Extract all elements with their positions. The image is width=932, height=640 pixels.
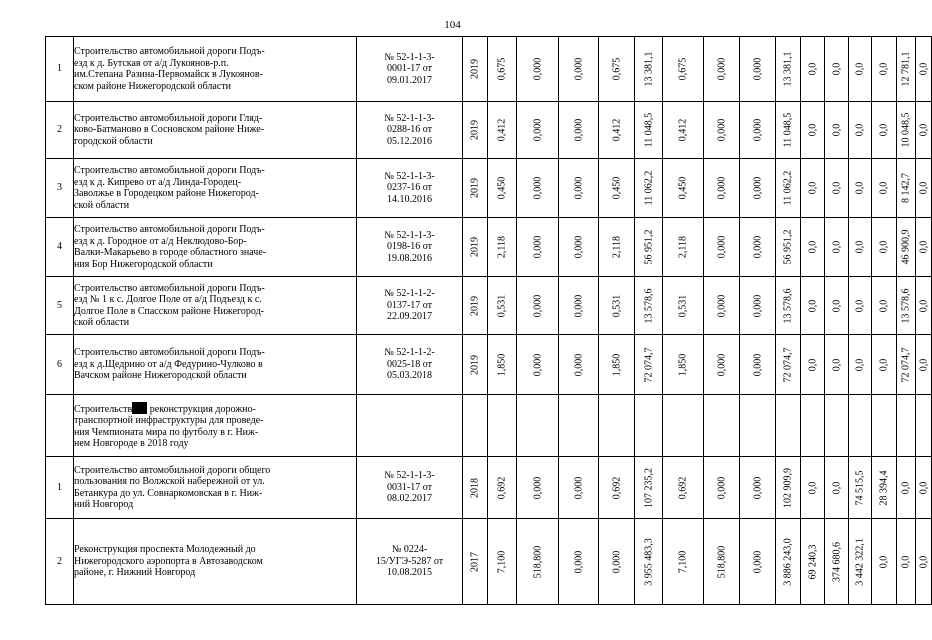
value-cell [517, 457, 559, 519]
value-cell [849, 519, 872, 605]
value-text: 0,692 [610, 476, 622, 499]
value-cell [517, 335, 559, 395]
value-cell [635, 37, 663, 102]
value-text: 0,000 [751, 294, 763, 317]
value-text: 56 951,2 [782, 229, 794, 265]
value-cell [849, 102, 872, 159]
value-cell [740, 277, 776, 335]
value-text: 0,000 [751, 118, 763, 142]
value-text: 0,000 [715, 176, 727, 200]
value-text: 0,0 [830, 299, 842, 312]
value-cell [897, 457, 916, 519]
value-text: 1,850 [496, 353, 508, 376]
value-text: 72 074,7 [642, 347, 654, 382]
value-cell [635, 335, 663, 395]
value-cell [872, 457, 897, 519]
value-cell [559, 519, 599, 605]
value-cell [801, 457, 825, 519]
value-text: 0,000 [715, 353, 727, 376]
value-cell [663, 159, 704, 218]
value-cell [740, 37, 776, 102]
value-cell [776, 37, 801, 102]
value-cell [801, 218, 825, 277]
value-text: 13 578,6 [642, 288, 654, 323]
table-row [46, 277, 932, 335]
expertise-number: № 52-1-1-3- 0031-17 от 08.02.2017 [357, 457, 463, 519]
value-text: 0,412 [677, 118, 689, 142]
value-text: 74 515,5 [854, 470, 866, 505]
value-cell [704, 218, 740, 277]
value-cell [704, 277, 740, 335]
value-text: 0,412 [496, 118, 508, 142]
row-number: 2 [46, 519, 74, 605]
value-text: 10 048,5 [900, 112, 912, 148]
value-cell [517, 519, 559, 605]
value-text: 0,000 [531, 118, 543, 142]
value-text: 2019 [469, 295, 481, 316]
value-text: 0,000 [715, 57, 727, 81]
value-cell [704, 102, 740, 159]
value-cell [740, 335, 776, 395]
value-cell [599, 277, 635, 335]
value-text: 0,000 [531, 294, 543, 317]
value-cell [704, 519, 740, 605]
value-text: 0,531 [610, 294, 622, 317]
value-text: 0,000 [531, 57, 543, 81]
value-text: 0,0 [878, 358, 890, 371]
value-text: 0,000 [531, 353, 543, 376]
value-text: 12 781,1 [900, 51, 912, 87]
value-cell [897, 277, 916, 335]
value-cell [488, 277, 517, 335]
value-text: 0,0 [806, 358, 818, 371]
value-text: 0,0 [854, 299, 866, 312]
value-text: 518,800 [531, 545, 543, 578]
object-name: Строительство автомобильной дороги общего пользования по Волжской набережной от ул. Бетанкура до ул. Совнаркомовская в г. Ниж- ний Новгород [74, 457, 357, 519]
value-cell [801, 335, 825, 395]
value-cell [801, 37, 825, 102]
value-text: 0,0 [806, 481, 818, 494]
row-number: 5 [46, 277, 74, 335]
value-text: 13 381,1 [782, 51, 794, 87]
value-cell [559, 277, 599, 335]
value-cell [897, 519, 916, 605]
value-cell [849, 37, 872, 102]
value-text: 0,0 [854, 181, 866, 195]
value-cell [740, 457, 776, 519]
value-cell [849, 277, 872, 335]
value-text: 518,800 [715, 545, 727, 578]
value-text: 0,000 [715, 294, 727, 317]
value-text: 107 235,2 [642, 467, 654, 508]
value-text: 56 951,2 [642, 229, 654, 265]
value-text: 0,0 [854, 62, 866, 76]
value-cell [740, 102, 776, 159]
value-cell [916, 519, 932, 605]
value-cell [488, 102, 517, 159]
value-cell [825, 37, 849, 102]
value-text: 0,0 [878, 123, 890, 137]
value-text: 0,0 [917, 481, 929, 494]
value-text: 0,0 [917, 299, 929, 312]
value-cell [517, 37, 559, 102]
value-cell [704, 37, 740, 102]
value-cell [663, 218, 704, 277]
value-cell [559, 37, 599, 102]
value-cell [599, 159, 635, 218]
row-number: 2 [46, 102, 74, 159]
row-number: 4 [46, 218, 74, 277]
value-cell [488, 37, 517, 102]
value-cell [872, 519, 897, 605]
value-cell [872, 159, 897, 218]
value-text: 0,0 [917, 123, 929, 137]
value-text: 0,000 [751, 176, 763, 200]
value-text: 3 955 483,3 [642, 537, 654, 586]
value-cell [825, 277, 849, 335]
value-cell [825, 159, 849, 218]
value-text: 0,000 [572, 550, 584, 573]
expertise-number: № 52-1-1-2- 0137-17 от 22.09.2017 [357, 277, 463, 335]
table-row [46, 218, 932, 277]
value-cell [849, 457, 872, 519]
value-cell [488, 457, 517, 519]
value-text: 0,450 [610, 176, 622, 200]
value-text: 0,0 [854, 123, 866, 137]
value-text: 2019 [469, 354, 481, 375]
value-cell [599, 519, 635, 605]
value-cell [849, 159, 872, 218]
table-row [46, 519, 932, 605]
value-text: 0,0 [917, 555, 929, 568]
value-cell [517, 102, 559, 159]
value-cell [704, 159, 740, 218]
value-text: 3 886 243,0 [782, 537, 794, 586]
value-cell [463, 102, 488, 159]
value-cell [897, 335, 916, 395]
table-row [46, 335, 932, 395]
object-name: Реконструкция проспекта Молодежный до Нижегородского аэропорта в Автозаводском районе, г. Нижний Новгород [74, 519, 357, 605]
value-cell [916, 218, 932, 277]
value-text: 0,0 [830, 481, 842, 494]
value-text: 0,0 [917, 240, 929, 254]
value-cell [463, 457, 488, 519]
value-text: 2019 [469, 237, 481, 257]
section-row [46, 395, 932, 457]
value-text: 0,675 [496, 57, 508, 81]
value-text: 0,675 [610, 57, 622, 81]
object-name: Строительство автомобильной дороги Подъ- езд к д. Городное от а/д Неклюдово-Бор- Валки-Макарьево в городе областного значе- ния Бор Нижегородской области [74, 218, 357, 277]
value-text: 13 381,1 [642, 51, 654, 87]
value-cell [599, 102, 635, 159]
value-cell [776, 218, 801, 277]
data-table [45, 36, 932, 605]
expertise-number: № 0224- 15/УГЭ-5287 от 10.08.2015 [357, 519, 463, 605]
row-number: 3 [46, 159, 74, 218]
row-number: 6 [46, 335, 74, 395]
value-text: 7,100 [677, 550, 689, 573]
value-text: 0,000 [751, 476, 763, 499]
value-text: 0,0 [878, 555, 890, 568]
value-text: 0,0 [830, 181, 842, 195]
value-text: 0,000 [715, 235, 727, 259]
value-text: 0,0 [830, 240, 842, 254]
value-text: 0,000 [531, 235, 543, 259]
value-cell [635, 159, 663, 218]
value-text: 0,531 [496, 294, 508, 317]
value-cell [517, 277, 559, 335]
value-text: 13 578,6 [900, 288, 912, 323]
value-text: 0,412 [610, 118, 622, 142]
value-cell [776, 159, 801, 218]
value-cell [635, 457, 663, 519]
value-text: 2019 [469, 178, 481, 198]
value-cell [704, 457, 740, 519]
value-text: 72 074,7 [782, 347, 794, 382]
value-cell [740, 218, 776, 277]
value-cell [916, 102, 932, 159]
page-number: 104 [444, 19, 461, 31]
value-cell [559, 335, 599, 395]
value-text: 0,000 [751, 235, 763, 259]
value-text: 0,692 [677, 476, 689, 499]
value-text: 7,100 [496, 550, 508, 573]
value-cell [872, 102, 897, 159]
value-text: 0,0 [900, 481, 912, 494]
value-cell [463, 335, 488, 395]
value-text: 0,0 [878, 240, 890, 254]
value-text: 0,000 [572, 235, 584, 259]
value-cell [517, 218, 559, 277]
value-text: 0,000 [572, 353, 584, 376]
value-text: 0,0 [917, 181, 929, 195]
value-cell [801, 519, 825, 605]
value-cell [635, 277, 663, 335]
value-cell [463, 218, 488, 277]
value-text: 46 900,9 [900, 229, 912, 265]
value-text: 0,0 [830, 62, 842, 76]
value-cell [897, 102, 916, 159]
table-row [46, 457, 932, 519]
value-text: 0,000 [751, 550, 763, 573]
value-cell [599, 335, 635, 395]
row-number: 1 [46, 37, 74, 102]
value-text: 2,118 [677, 235, 689, 259]
value-cell [897, 37, 916, 102]
value-text: 0,0 [806, 123, 818, 137]
value-text: 11 062,2 [642, 170, 654, 206]
value-text: 0,0 [878, 181, 890, 195]
value-cell [663, 335, 704, 395]
value-text: 0,000 [572, 57, 584, 81]
value-text: 13 578,6 [782, 288, 794, 323]
value-text: 0,000 [531, 176, 543, 200]
value-text: 0,0 [830, 123, 842, 137]
value-cell [635, 519, 663, 605]
expertise-number: № 52-1-1-3- 0001-17 от 09.01.2017 [357, 37, 463, 102]
value-cell [916, 277, 932, 335]
value-text: 374 680,6 [830, 541, 842, 582]
value-cell [599, 37, 635, 102]
value-text: 2018 [469, 477, 481, 498]
value-text: 0,692 [496, 476, 508, 499]
object-name: Строительство автомобильной дороги Подъ- езд к д.Щедрино от а/д Федурино-Чулково в Вачском районе Нижегородской области [74, 335, 357, 395]
value-text: 11 048,5 [782, 112, 794, 148]
value-text: 0,000 [572, 118, 584, 142]
value-text: 0,0 [900, 555, 912, 568]
value-cell [488, 159, 517, 218]
value-cell [801, 277, 825, 335]
value-text: 8 142,7 [900, 173, 912, 203]
value-text: 0,000 [751, 353, 763, 376]
value-cell [635, 102, 663, 159]
value-cell [916, 335, 932, 395]
value-text: 2019 [469, 120, 481, 140]
value-text: 2017 [469, 551, 481, 572]
value-cell [801, 102, 825, 159]
value-cell [872, 37, 897, 102]
value-cell [599, 218, 635, 277]
value-cell [663, 457, 704, 519]
table-row [46, 102, 932, 159]
value-text: 1,850 [677, 353, 689, 376]
value-cell [463, 159, 488, 218]
value-text: 0,000 [715, 476, 727, 499]
value-cell [825, 335, 849, 395]
value-cell [916, 37, 932, 102]
value-cell [559, 218, 599, 277]
value-cell [825, 102, 849, 159]
value-text: 2,118 [610, 235, 622, 259]
value-cell [488, 519, 517, 605]
value-cell [663, 519, 704, 605]
value-cell [463, 277, 488, 335]
value-text: 102 909,9 [782, 467, 794, 508]
value-text: 0,000 [715, 118, 727, 142]
table-row [46, 37, 932, 102]
value-cell [559, 457, 599, 519]
value-text: 3 442 322,1 [854, 537, 866, 586]
value-text: 1,850 [610, 353, 622, 376]
value-cell [776, 102, 801, 159]
value-cell [740, 159, 776, 218]
value-cell [825, 519, 849, 605]
value-cell [849, 335, 872, 395]
value-cell [897, 218, 916, 277]
value-text: 0,000 [610, 550, 622, 573]
value-cell [488, 218, 517, 277]
value-cell [916, 159, 932, 218]
expertise-number: № 52-1-1-2- 0025-18 от 05.03.2018 [357, 335, 463, 395]
object-name: Строительство автомобильной дороги Подъ- езд к д. Кипрево от а/д Линда-Городец- Заволжье в Городецком районе Нижегород- ской области [74, 159, 357, 218]
value-cell [801, 159, 825, 218]
object-name: Строительство автомобильной дороги Подъ- езд № 1 к с. Долгое Поле от а/д Подъезд к с. Долгое Поле в Спасском районе Нижегород- ской области [74, 277, 357, 335]
value-cell [599, 457, 635, 519]
table-row [46, 159, 932, 218]
value-cell [872, 218, 897, 277]
value-text: 0,0 [830, 358, 842, 371]
value-text: 11 062,2 [782, 170, 794, 206]
value-text: 0,0 [806, 240, 818, 254]
value-cell [488, 335, 517, 395]
value-cell [663, 277, 704, 335]
value-cell [559, 159, 599, 218]
value-text: 28 394,4 [878, 470, 890, 505]
value-cell [559, 102, 599, 159]
expertise-number: № 52-1-1-3- 0237-16 от 14.10.2016 [357, 159, 463, 218]
value-text: 0,000 [751, 57, 763, 81]
value-cell [463, 37, 488, 102]
value-text: 0,000 [572, 294, 584, 317]
value-text: 0,675 [677, 57, 689, 81]
object-name: Строительство автомобильной дороги Подъ- езд к д. Бутская от а/д Лукоянов-р.п. им.Степана Разина-Первомайск в Лукоянов- ском районе Нижегородской области [74, 37, 357, 102]
value-text: 0,0 [917, 62, 929, 76]
value-cell [825, 218, 849, 277]
section-num-cell [46, 395, 74, 457]
value-text: 0,0 [806, 62, 818, 76]
value-cell [916, 457, 932, 519]
value-text: 0,0 [878, 62, 890, 76]
value-cell [776, 335, 801, 395]
value-text: 0,0 [854, 240, 866, 254]
value-text: 0,531 [677, 294, 689, 317]
value-cell [872, 277, 897, 335]
value-cell [849, 218, 872, 277]
value-cell [776, 457, 801, 519]
value-cell [663, 102, 704, 159]
value-cell [635, 218, 663, 277]
value-cell [776, 277, 801, 335]
value-text: 0,0 [917, 358, 929, 371]
value-text: 0,450 [677, 176, 689, 200]
value-text: 0,0 [806, 299, 818, 312]
object-name: Строительство автомобильной дороги Гляд- ково-Батманово в Сосновском районе Ниже- городской области [74, 102, 357, 159]
value-text: 0,0 [806, 181, 818, 195]
value-cell [663, 37, 704, 102]
value-text: 11 048,5 [642, 112, 654, 148]
value-text: 0,000 [572, 476, 584, 499]
value-text: 2019 [469, 59, 481, 79]
value-text: 72 074,7 [900, 347, 912, 382]
value-text: 0,0 [854, 358, 866, 371]
value-cell [897, 159, 916, 218]
row-number: 1 [46, 457, 74, 519]
value-cell [463, 519, 488, 605]
value-text: 0,0 [878, 299, 890, 312]
value-text: 0,000 [531, 476, 543, 499]
value-cell [872, 335, 897, 395]
value-text: 0,450 [496, 176, 508, 200]
value-cell [740, 519, 776, 605]
value-cell [825, 457, 849, 519]
value-cell [704, 335, 740, 395]
section-title: Строительств реконструкция дорожно- транспортной инфраструктуры для проведе- ния Чемпионата мира по футболу в г. Ниж- нем Новгороде в 2018 году [74, 395, 357, 457]
value-text: 69 240,3 [806, 544, 818, 579]
value-cell [517, 159, 559, 218]
value-cell [776, 519, 801, 605]
value-text: 0,000 [572, 176, 584, 200]
value-text: 2,118 [496, 235, 508, 259]
redaction-block [132, 402, 147, 414]
expertise-number: № 52-1-1-3- 0288-16 от 05.12.2016 [357, 102, 463, 159]
expertise-number: № 52-1-1-3- 0198-16 от 19.08.2016 [357, 218, 463, 277]
